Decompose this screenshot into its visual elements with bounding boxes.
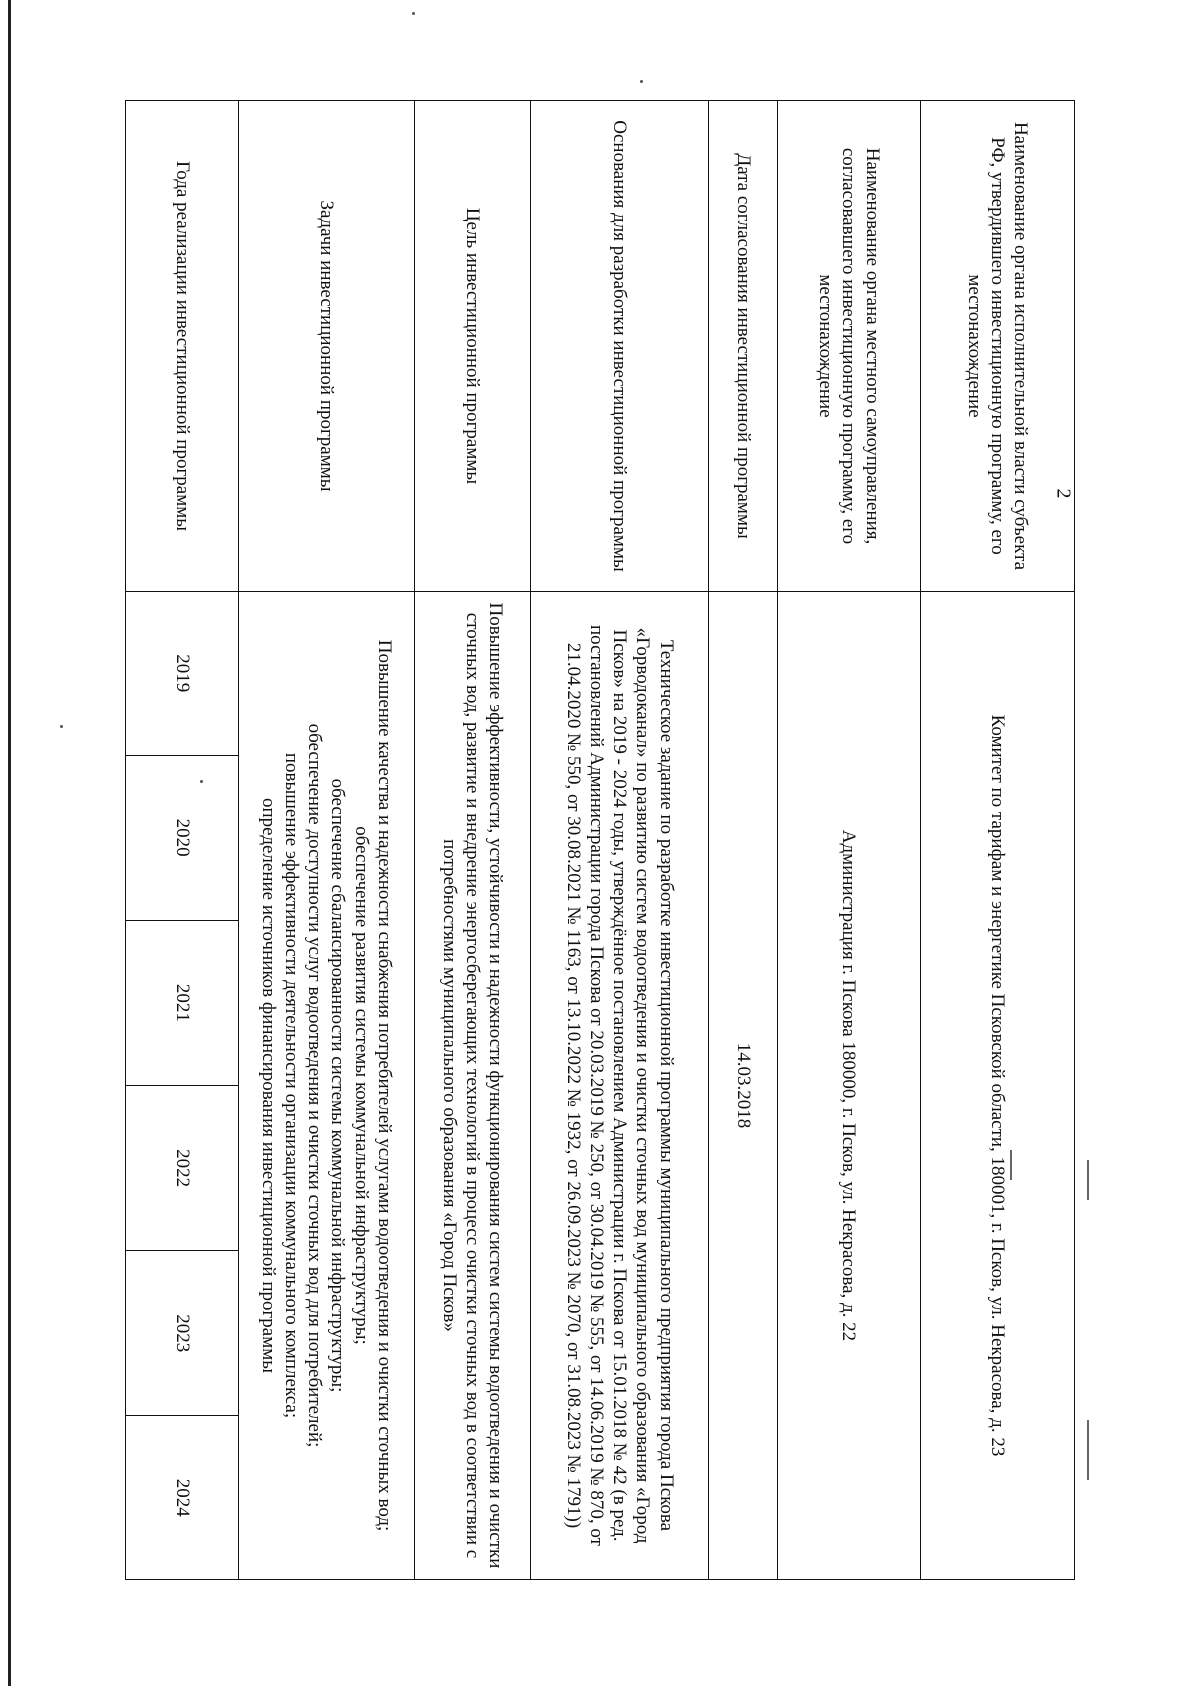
scan-mark — [1087, 1160, 1089, 1200]
row-value: Администрация г. Пскова 180000, г. Псков, ул. Некрасова, д. 22 — [778, 592, 921, 1580]
passport-table-rotated — [125, 100, 1075, 1580]
task-item: обеспечение доступности услуг водоотведения и очистки сточных вод для потребителей; — [304, 723, 326, 1448]
page-binding-edge — [8, 0, 11, 1686]
year-2021: 2021 — [126, 920, 238, 1085]
task-item: обеспечение сбалансированности системы коммунальной инфраструктуры; — [327, 778, 349, 1393]
scan-mark — [1087, 1420, 1089, 1480]
row-label: Цель инвестиционной программы — [414, 101, 530, 592]
table-row — [238, 101, 414, 1580]
page-number: 2 — [1052, 488, 1075, 499]
table-row — [709, 101, 778, 1580]
task-item: повышение эффективности деятельности организации коммунального комплекса; — [281, 752, 303, 1419]
row-value: 14.03.2018 — [709, 592, 778, 1580]
scan-speck — [640, 80, 643, 83]
row-value: Комитет по тарифам и энергетике Псковской области, 180001, г. Псков, ул. Некрасова, д. 23 — [920, 592, 1074, 1580]
row-value-tasks — [238, 592, 414, 1580]
row-label: Наименование органа исполнительной власти субъекта РФ, утвердившего инвестиционную программу, его местонахождение — [920, 101, 1074, 592]
task-item: Повышение качества и надежности снабжения потребителей услугами водоотведения и очистки сточных вод; — [373, 639, 395, 1532]
row-value: Техническое задание по разработке инвестиционной программы муниципального предприятия города Пскова «Горводоканал» по развитию систем водоотведения и очистки сточных вод муниципального образования «Город Псков» на 2019 - 2024 годы, утверждённое постановлением Администрации г. Пскова от 15.01.2018 № 42 (в ред. постановлений Администрации города Пскова от 20.03.2019 № 250, от 30.04.2019 № 555, от 14.06.2019 № 870, от 21.04.2020 № 550, от 30.08.2021 № 1163, от 13.10.2022 № 1932, от 26.09.2023 № 2070, от 31.08.2023 № 1791)) — [531, 592, 709, 1580]
row-label: Основания для разработки инвестиционной программы — [531, 101, 709, 592]
task-item: обеспечение развития системы коммунальной инфраструктуры; — [350, 826, 372, 1345]
years-cell — [126, 592, 239, 1580]
row-label: Дата согласования инвестиционной программы — [709, 101, 778, 592]
table-row — [126, 101, 239, 1580]
table-row — [778, 101, 921, 1580]
row-label: Наименование органа местного самоуправления, согласовавшего инвестиционную программу, его местонахождение — [778, 101, 921, 592]
year-2022: 2022 — [126, 1085, 238, 1250]
row-label: Года реализации инвестиционной программы — [126, 101, 239, 592]
row-value: Повышение эффективности, устойчивости и надежности функционирования систем системы водоотведения и очистки сточных вод, развитие и внедрение энергосберегающих технологий в процесс очистки сточных вод в соответствии с потребностями муниципального образования «Город Псков» — [414, 592, 530, 1580]
table-row — [414, 101, 530, 1580]
year-2020: 2020 — [126, 755, 238, 920]
row-label: Задачи инвестиционной программы — [238, 101, 414, 592]
investment-program-passport-table — [125, 100, 1075, 1580]
year-2023: 2023 — [126, 1251, 238, 1416]
year-2019: 2019 — [171, 654, 193, 693]
table-row — [920, 101, 1074, 1580]
year-2024: 2024 — [126, 1416, 238, 1579]
scan-speck — [412, 12, 415, 15]
scan-speck — [60, 725, 63, 728]
task-item: определение источников финансирования инвестиционной программы — [257, 797, 279, 1374]
table-row — [531, 101, 709, 1580]
years-table — [126, 592, 238, 1579]
